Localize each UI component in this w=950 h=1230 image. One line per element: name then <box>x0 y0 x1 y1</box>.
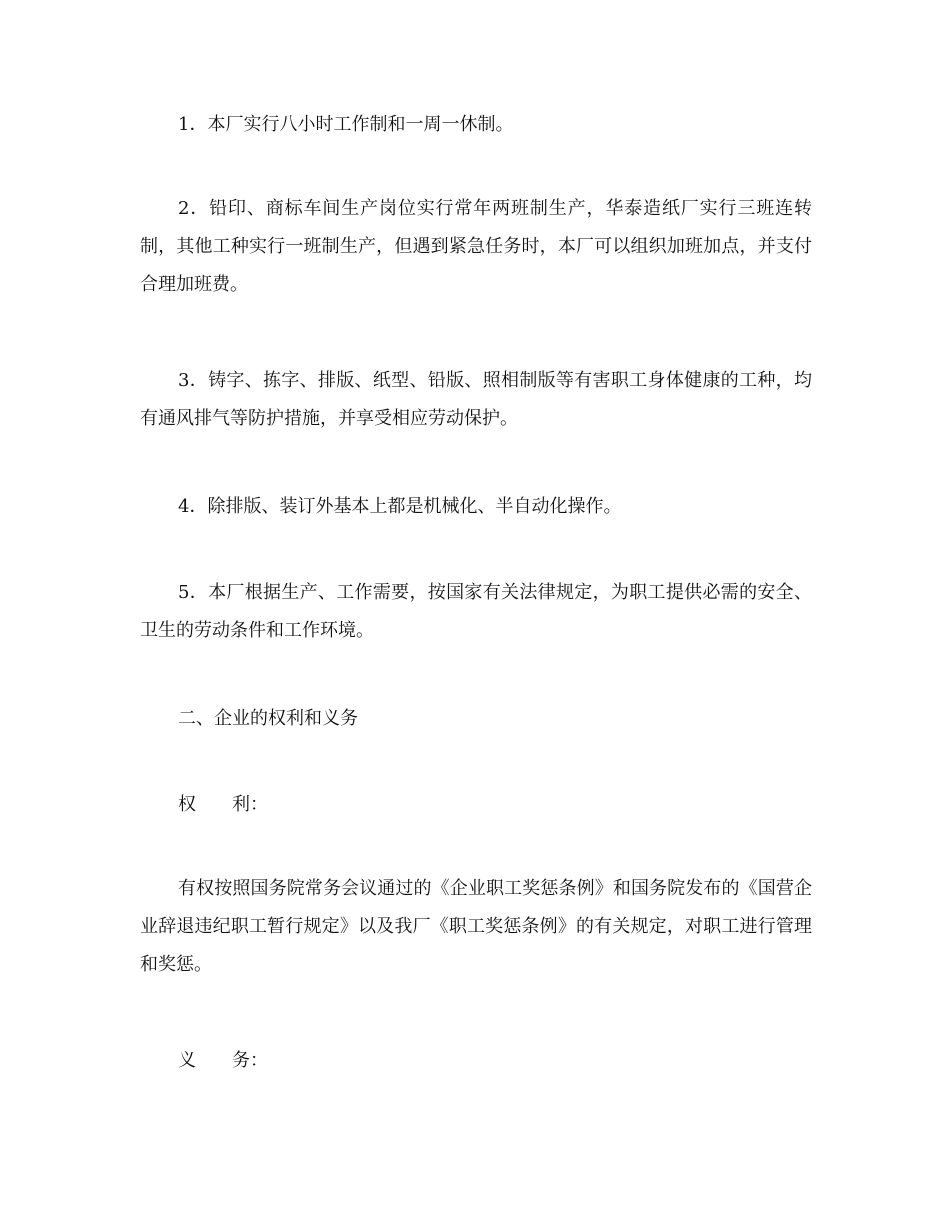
rights-text: 有权按照国务院常务会议通过的《企业职工奖惩条例》和国务院发布的《国营企业辞退违纪职工暂行规定》以及我厂《职工奖惩条例》的有关规定，对职工进行管理和奖惩。 <box>140 878 812 975</box>
duties-label: 义 务： <box>178 1050 268 1071</box>
item-2: 2．铅印、商标车间生产岗位实行常年两班制生产，华泰造纸厂实行三班连转制，其他工种实行一班制生产，但遇到紧急任务时，本厂可以组织加班加点，并支付合理加班费。 <box>140 198 812 295</box>
item-3: 3．铸字、拣字、排版、纸型、铅版、照相制版等有害职工身体健康的工种，均有通风排气等防护措施，并享受相应劳动保护。 <box>140 370 812 429</box>
rights-label: 权 利： <box>178 794 268 815</box>
item-5: 5．本厂根据生产、工作需要，按国家有关法律规定，为职工提供必需的安全、卫生的劳动条件和工作环境。 <box>140 582 812 641</box>
section-title: 二、企业的权利和义务 <box>178 708 358 729</box>
item-4: 4．除排版、装订外基本上都是机械化、半自动化操作。 <box>178 496 622 517</box>
item-1: 1．本厂实行八小时工作制和一周一休制。 <box>178 114 514 135</box>
